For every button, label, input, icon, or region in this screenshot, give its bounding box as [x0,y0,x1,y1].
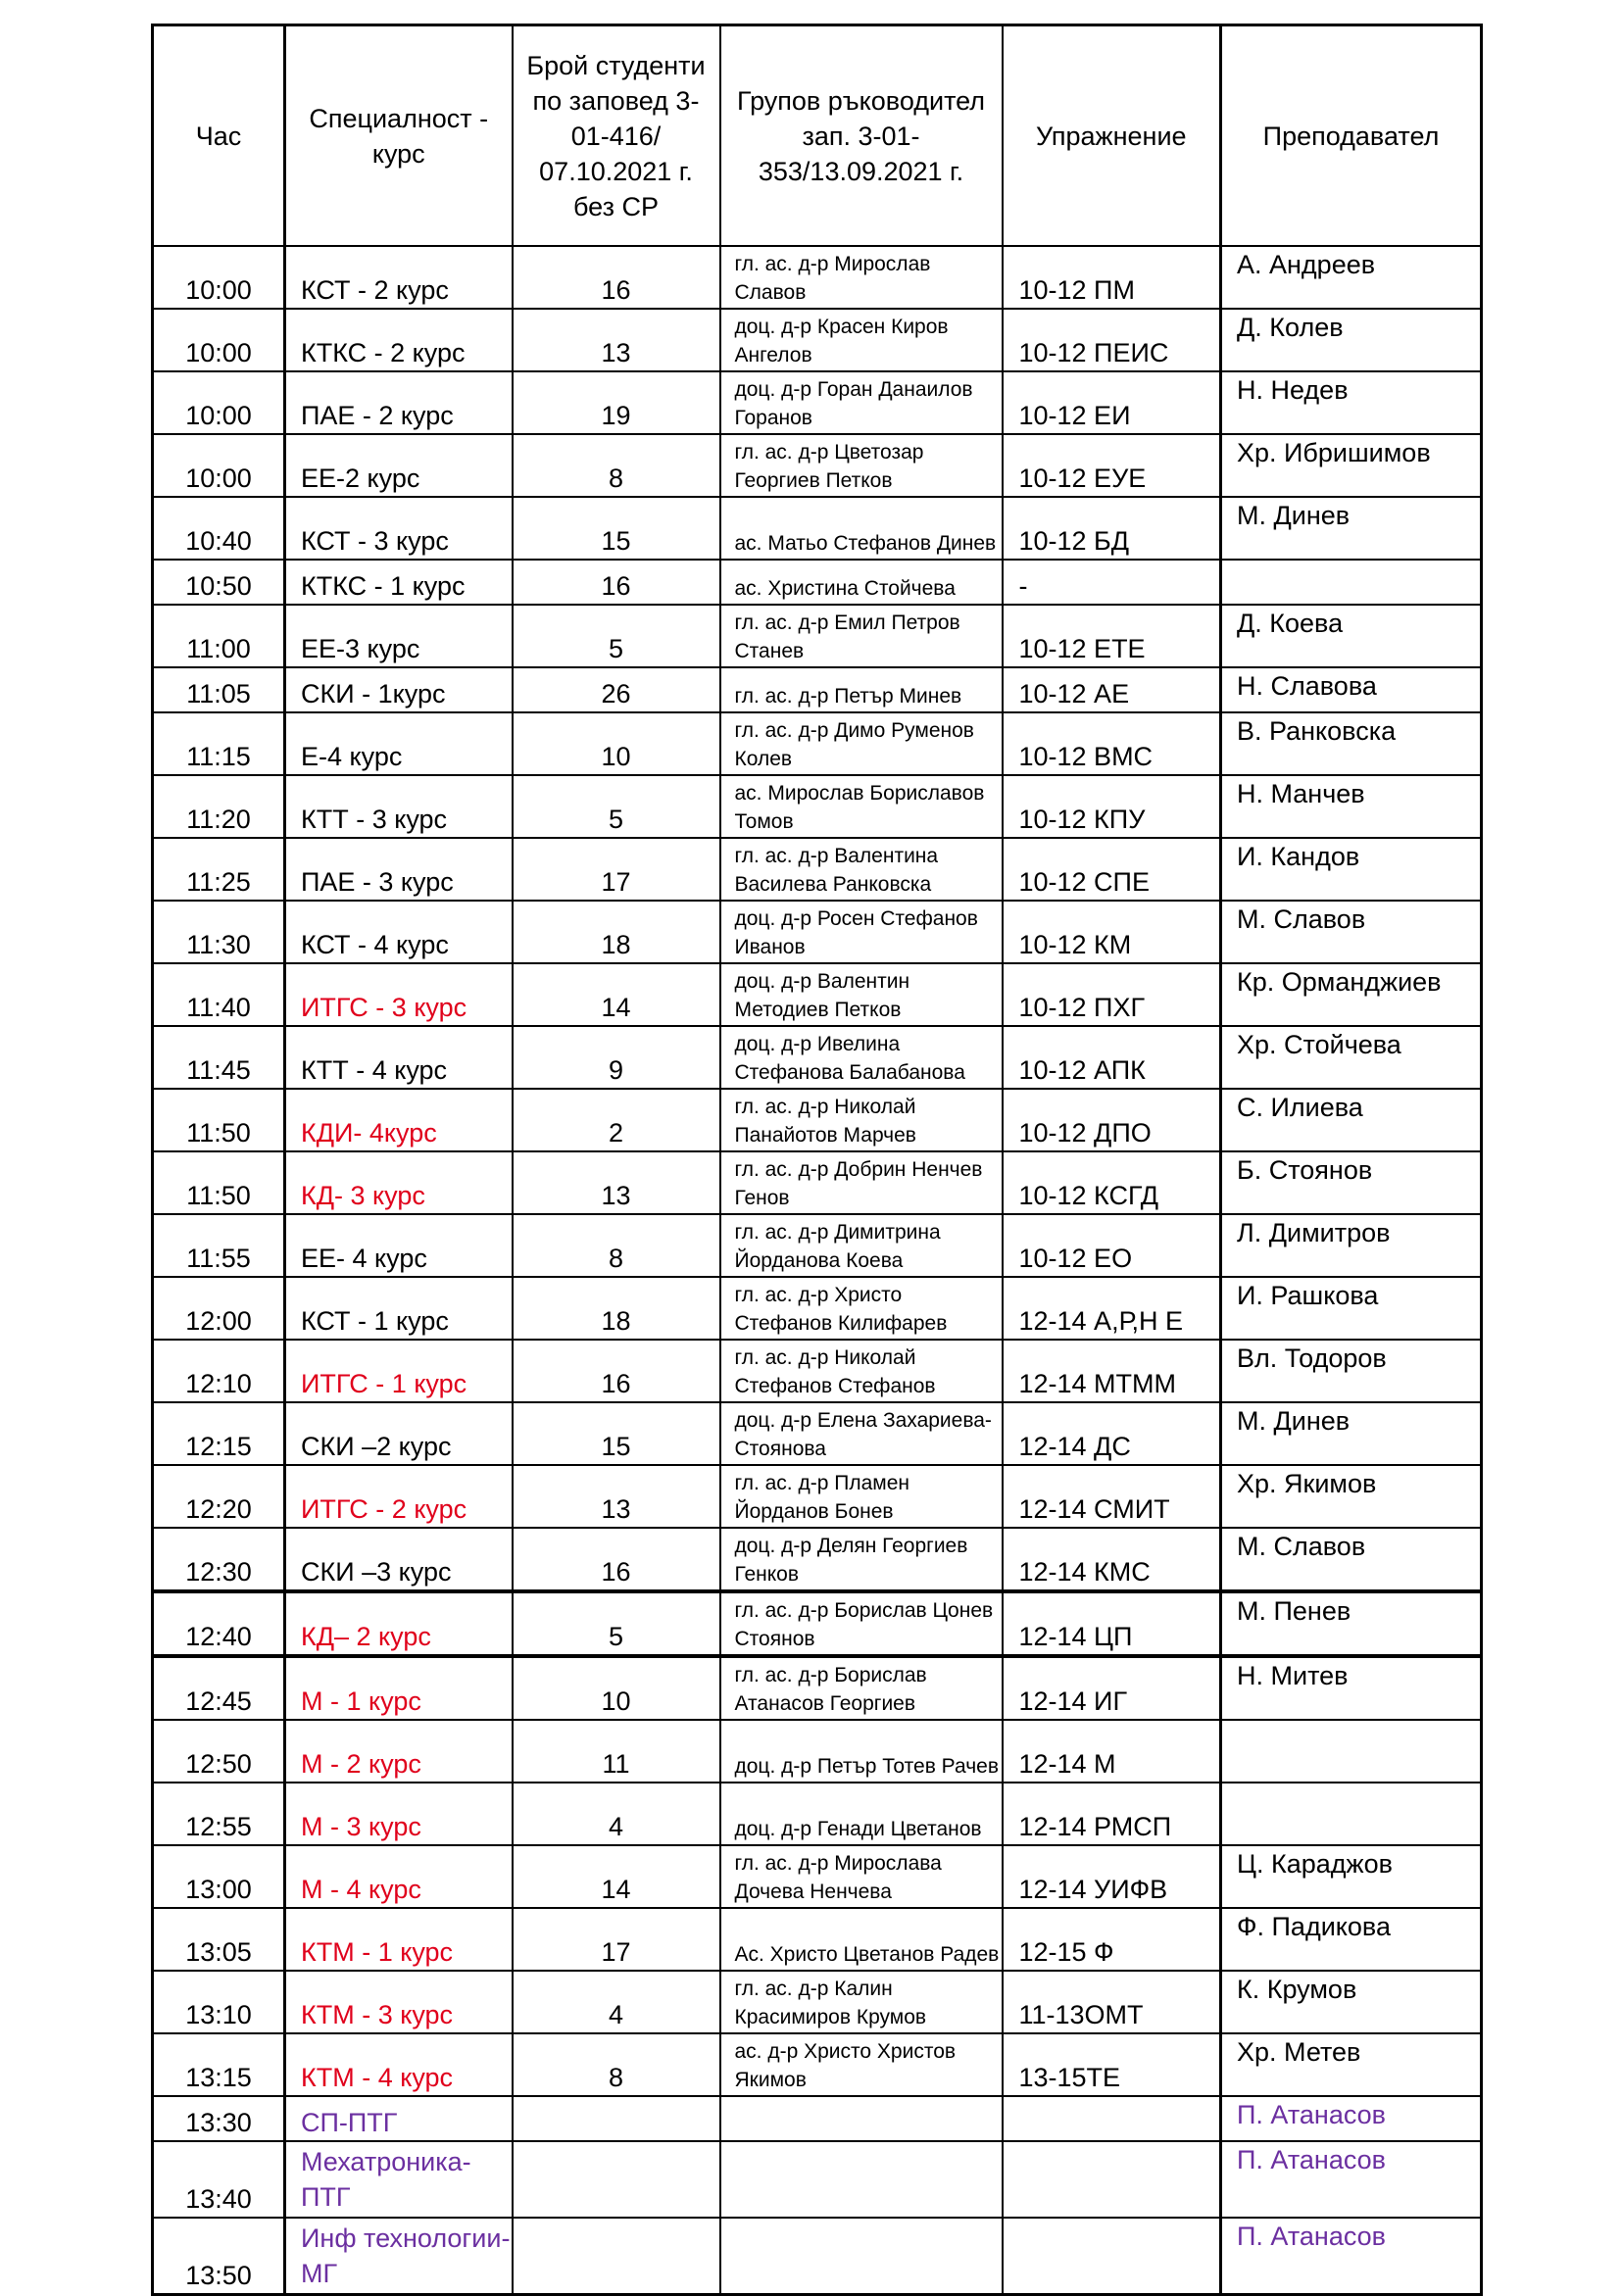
exercise-cell: 13-15ТЕ [1003,2033,1221,2096]
specialty-cell: ИТГС - 2 курс [285,1465,513,1528]
table-row [153,1908,1482,1971]
exercise-cell: 10-12 КМ [1003,901,1221,963]
teacher-cell: Хр. Ибришимов [1221,434,1482,497]
table-row [153,371,1482,434]
exercise-cell: 10-12 СПЕ [1003,838,1221,901]
teacher-cell [1221,1783,1482,1845]
time-cell: 13:15 [153,2033,285,2096]
time-cell: 12:40 [153,1591,285,1656]
group-leader-cell: доц. д-р Красен Киров Ангелов [720,309,1003,371]
student-count-cell: 26 [513,667,720,712]
time-cell: 11:50 [153,1151,285,1214]
group-leader-cell: доц. д-р Росен Стефанов Иванов [720,901,1003,963]
specialty-cell: М - 3 курс [285,1783,513,1845]
teacher-cell: М. Динев [1221,1402,1482,1465]
table-row [153,246,1482,309]
group-leader-cell: гл. ас. д-р Димо Руменов Колев [720,712,1003,775]
student-count-cell: 14 [513,1845,720,1908]
group-leader-cell: доц. д-р Горан Данаилов Горанов [720,371,1003,434]
exercise-cell: 10-12 ЕО [1003,1214,1221,1277]
specialty-cell: М - 4 курс [285,1845,513,1908]
table-row [153,1277,1482,1340]
specialty-cell: ПАЕ - 3 курс [285,838,513,901]
table-row [153,775,1482,838]
table-row [153,667,1482,712]
group-leader-cell: доц. д-р Елена Захариева-Стоянова [720,1402,1003,1465]
time-cell: 10:40 [153,497,285,560]
time-cell: 10:00 [153,309,285,371]
teacher-cell: Хр. Метев [1221,2033,1482,2096]
header-group-leader: Групов ръководител зап. 3-01-353/13.09.2021 г. [720,25,1003,247]
table-row [153,1151,1482,1214]
group-leader-cell [720,2218,1003,2295]
table-row [153,963,1482,1026]
exercise-cell: 12-14 А,Р,Н Е [1003,1277,1221,1340]
exercise-cell: 12-14 ИГ [1003,1656,1221,1720]
student-count-cell [513,2218,720,2295]
table-row [153,1971,1482,2033]
teacher-cell: В. Ранковска [1221,712,1482,775]
specialty-cell: СП-ПТГ [285,2096,513,2141]
time-cell: 11:25 [153,838,285,901]
table-row [153,434,1482,497]
teacher-cell: Б. Стоянов [1221,1151,1482,1214]
table-row [153,2141,1482,2218]
teacher-cell: М. Славов [1221,1528,1482,1591]
exercise-cell: 10-12 АПК [1003,1026,1221,1089]
exercise-cell: 12-14 М [1003,1720,1221,1783]
student-count-cell: 16 [513,1340,720,1402]
student-count-cell: 4 [513,1783,720,1845]
teacher-cell: Н. Недев [1221,371,1482,434]
student-count-cell: 4 [513,1971,720,2033]
student-count-cell: 2 [513,1089,720,1151]
table-row [153,1720,1482,1783]
table-row [153,712,1482,775]
time-cell: 12:50 [153,1720,285,1783]
exercise-cell [1003,2141,1221,2218]
specialty-cell: Е-4 курс [285,712,513,775]
group-leader-cell: ас. Матьо Стефанов Динев [720,497,1003,560]
teacher-cell: Хр. Стойчева [1221,1026,1482,1089]
group-leader-cell: гл. ас. д-р Христо Стефанов Килифарев [720,1277,1003,1340]
specialty-cell: СКИ –3 курс [285,1528,513,1591]
exercise-cell: 12-14 СМИТ [1003,1465,1221,1528]
table-row [153,560,1482,605]
specialty-cell: КТМ - 1 курс [285,1908,513,1971]
student-count-cell: 14 [513,963,720,1026]
time-cell: 13:10 [153,1971,285,2033]
header-time: Час [153,25,285,247]
group-leader-cell: гл. ас. д-р Мирослав Славов [720,246,1003,309]
exercise-cell: 10-12 ДПО [1003,1089,1221,1151]
exercise-cell: 12-15 Ф [1003,1908,1221,1971]
specialty-cell: КД- 3 курс [285,1151,513,1214]
teacher-cell: Н. Манчев [1221,775,1482,838]
student-count-cell: 15 [513,497,720,560]
header-teacher: Преподавател [1221,25,1482,247]
header-students: Брой студенти по заповед 3-01-416/ 07.10.2021 г. без СР [513,25,720,247]
group-leader-cell: гл. ас. д-р Николай Стефанов Стефанов [720,1340,1003,1402]
group-leader-cell: гл. ас. д-р Валентина Василева Ранковска [720,838,1003,901]
table-row [153,1089,1482,1151]
teacher-cell: Н. Славова [1221,667,1482,712]
time-cell: 11:50 [153,1089,285,1151]
group-leader-cell: гл. ас. д-р Цветозар Георгиев Петков [720,434,1003,497]
teacher-cell: М. Пенев [1221,1591,1482,1656]
teacher-cell: Хр. Якимов [1221,1465,1482,1528]
table-row [153,309,1482,371]
table-row [153,1214,1482,1277]
student-count-cell [513,2141,720,2218]
specialty-cell: ЕЕ- 4 курс [285,1214,513,1277]
group-leader-cell: гл. ас. д-р Емил Петров Станев [720,605,1003,667]
specialty-cell: Инф технологии-МГ [285,2218,513,2295]
group-leader-cell: доц. д-р Делян Георгиев Генков [720,1528,1003,1591]
teacher-cell: П. Атанасов [1221,2141,1482,2218]
exercise-cell [1003,2096,1221,2141]
time-cell: 11:00 [153,605,285,667]
student-count-cell: 18 [513,901,720,963]
time-cell: 13:05 [153,1908,285,1971]
exercise-cell: 12-14 УИФВ [1003,1845,1221,1908]
specialty-cell: КСТ - 4 курс [285,901,513,963]
exercise-cell: 10-12 ЕУЕ [1003,434,1221,497]
table-row [153,1528,1482,1591]
time-cell: 13:40 [153,2141,285,2218]
group-leader-cell: доц. д-р Валентин Методиев Петков [720,963,1003,1026]
exercise-cell: 12-14 РМСП [1003,1783,1221,1845]
group-leader-cell: гл. ас. д-р Мирослава Дочева Ненчева [720,1845,1003,1908]
teacher-cell: Ф. Падикова [1221,1908,1482,1971]
teacher-cell: Кр. Орманджиев [1221,963,1482,1026]
group-leader-cell: ас. д-р Христо Христов Якимов [720,2033,1003,2096]
specialty-cell: КТТ - 4 курс [285,1026,513,1089]
group-leader-cell: доц. д-р Ивелина Стефанова Балабанова [720,1026,1003,1089]
schedule-table [151,24,1483,2296]
exercise-cell: 12-14 КМС [1003,1528,1221,1591]
teacher-cell: П. Атанасов [1221,2218,1482,2295]
student-count-cell: 17 [513,838,720,901]
student-count-cell: 11 [513,1720,720,1783]
student-count-cell: 13 [513,1151,720,1214]
specialty-cell: КСТ - 2 курс [285,246,513,309]
student-count-cell: 8 [513,2033,720,2096]
table-row [153,2096,1482,2141]
table-row [153,2033,1482,2096]
specialty-cell: КТМ - 3 курс [285,1971,513,2033]
specialty-cell: ЕЕ-2 курс [285,434,513,497]
group-leader-cell: ас. Христина Стойчева [720,560,1003,605]
exercise-cell: 10-12 ПЕИС [1003,309,1221,371]
group-leader-cell: гл. ас. д-р Петър Минев [720,667,1003,712]
group-leader-cell: гл. ас. д-р Калин Красимиров Крумов [720,1971,1003,2033]
time-cell: 11:20 [153,775,285,838]
student-count-cell: 5 [513,605,720,667]
group-leader-cell: доц. д-р Петър Тотев Рачев [720,1720,1003,1783]
specialty-cell: КТТ - 3 курс [285,775,513,838]
teacher-cell: Д. Колев [1221,309,1482,371]
teacher-cell: Л. Димитров [1221,1214,1482,1277]
teacher-cell: М. Динев [1221,497,1482,560]
specialty-cell: Мехатроника-ПТГ [285,2141,513,2218]
teacher-cell: С. Илиева [1221,1089,1482,1151]
exercise-cell: 12-14 ЦП [1003,1591,1221,1656]
table-row [153,2218,1482,2295]
time-cell: 13:50 [153,2218,285,2295]
header-specialty: Специалност - курс [285,25,513,247]
table-row [153,605,1482,667]
teacher-cell: М. Славов [1221,901,1482,963]
header-exercise: Упражнение [1003,25,1221,247]
time-cell: 13:30 [153,2096,285,2141]
exercise-cell: 11-13ОМТ [1003,1971,1221,2033]
specialty-cell: М - 1 курс [285,1656,513,1720]
table-row [153,1845,1482,1908]
time-cell: 12:55 [153,1783,285,1845]
specialty-cell: ИТГС - 1 курс [285,1340,513,1402]
student-count-cell: 5 [513,1591,720,1656]
time-cell: 12:45 [153,1656,285,1720]
header-row [153,25,1482,247]
group-leader-cell: гл. ас. д-р Николай Панайотов Марчев [720,1089,1003,1151]
teacher-cell: И. Рашкова [1221,1277,1482,1340]
group-leader-cell: гл. ас. д-р Пламен Йорданов Бонев [720,1465,1003,1528]
student-count-cell: 10 [513,712,720,775]
time-cell: 11:40 [153,963,285,1026]
time-cell: 11:05 [153,667,285,712]
time-cell: 11:15 [153,712,285,775]
specialty-cell: КДИ- 4курс [285,1089,513,1151]
time-cell: 12:30 [153,1528,285,1591]
specialty-cell: СКИ - 1курс [285,667,513,712]
table-row [153,1340,1482,1402]
exercise-cell: 10-12 ВМС [1003,712,1221,775]
teacher-cell: Ц. Караджов [1221,1845,1482,1908]
specialty-cell: КСТ - 3 курс [285,497,513,560]
group-leader-cell [720,2141,1003,2218]
time-cell: 10:00 [153,434,285,497]
teacher-cell: А. Андреев [1221,246,1482,309]
specialty-cell: ПАЕ - 2 курс [285,371,513,434]
teacher-cell: И. Кандов [1221,838,1482,901]
exercise-cell: 10-12 КПУ [1003,775,1221,838]
exercise-cell: 10-12 ЕИ [1003,371,1221,434]
student-count-cell: 16 [513,560,720,605]
teacher-cell [1221,560,1482,605]
exercise-cell: 10-12 ЕТЕ [1003,605,1221,667]
exercise-cell: 10-12 БД [1003,497,1221,560]
schedule-body [153,246,1482,2295]
student-count-cell: 15 [513,1402,720,1465]
time-cell: 13:00 [153,1845,285,1908]
exercise-cell: 10-12 ПХГ [1003,963,1221,1026]
table-row [153,1402,1482,1465]
time-cell: 10:50 [153,560,285,605]
teacher-cell: Д. Коева [1221,605,1482,667]
group-leader-cell: гл. ас. д-р Добрин Ненчев Генов [720,1151,1003,1214]
specialty-cell: КТКС - 2 курс [285,309,513,371]
student-count-cell: 5 [513,775,720,838]
exercise-cell [1003,2218,1221,2295]
student-count-cell: 13 [513,309,720,371]
student-count-cell: 8 [513,434,720,497]
exercise-cell: 10-12 АЕ [1003,667,1221,712]
table-row [153,1783,1482,1845]
time-cell: 12:10 [153,1340,285,1402]
exercise-cell: 10-12 КСГД [1003,1151,1221,1214]
group-leader-cell: гл. ас. д-р Борислав Цонев Стоянов [720,1591,1003,1656]
specialty-cell: КСТ - 1 курс [285,1277,513,1340]
table-row [153,901,1482,963]
group-leader-cell: гл. ас. д-р Димитрина Йорданова Коева [720,1214,1003,1277]
student-count-cell: 13 [513,1465,720,1528]
specialty-cell: КД– 2 курс [285,1591,513,1656]
specialty-cell: КТКС - 1 курс [285,560,513,605]
student-count-cell: 17 [513,1908,720,1971]
specialty-cell: КТМ - 4 курс [285,2033,513,2096]
student-count-cell: 16 [513,1528,720,1591]
student-count-cell: 19 [513,371,720,434]
table-row [153,497,1482,560]
group-leader-cell: гл. ас. д-р Борислав Атанасов Георгиев [720,1656,1003,1720]
teacher-cell: Вл. Тодоров [1221,1340,1482,1402]
group-leader-cell: ас. Мирослав Бориславов Томов [720,775,1003,838]
specialty-cell: ЕЕ-3 курс [285,605,513,667]
table-row [153,1656,1482,1720]
table-row [153,1026,1482,1089]
teacher-cell: Н. Митев [1221,1656,1482,1720]
group-leader-cell: доц. д-р Генади Цветанов [720,1783,1003,1845]
student-count-cell: 10 [513,1656,720,1720]
time-cell: 11:30 [153,901,285,963]
time-cell: 11:45 [153,1026,285,1089]
exercise-cell: 10-12 ПМ [1003,246,1221,309]
specialty-cell: ИТГС - 3 курс [285,963,513,1026]
student-count-cell: 16 [513,246,720,309]
student-count-cell: 9 [513,1026,720,1089]
time-cell: 10:00 [153,246,285,309]
time-cell: 10:00 [153,371,285,434]
time-cell: 12:20 [153,1465,285,1528]
group-leader-cell [720,2096,1003,2141]
table-row [153,1465,1482,1528]
time-cell: 12:00 [153,1277,285,1340]
table-row [153,1591,1482,1656]
specialty-cell: М - 2 курс [285,1720,513,1783]
exercise-cell: - [1003,560,1221,605]
exercise-cell: 12-14 МТММ [1003,1340,1221,1402]
student-count-cell: 18 [513,1277,720,1340]
teacher-cell [1221,1720,1482,1783]
specialty-cell: СКИ –2 курс [285,1402,513,1465]
time-cell: 12:15 [153,1402,285,1465]
student-count-cell: 8 [513,1214,720,1277]
time-cell: 11:55 [153,1214,285,1277]
exercise-cell: 12-14 ДС [1003,1402,1221,1465]
student-count-cell [513,2096,720,2141]
table-row [153,838,1482,901]
teacher-cell: К. Крумов [1221,1971,1482,2033]
teacher-cell: П. Атанасов [1221,2096,1482,2141]
group-leader-cell: Ас. Христо Цветанов Радев [720,1908,1003,1971]
